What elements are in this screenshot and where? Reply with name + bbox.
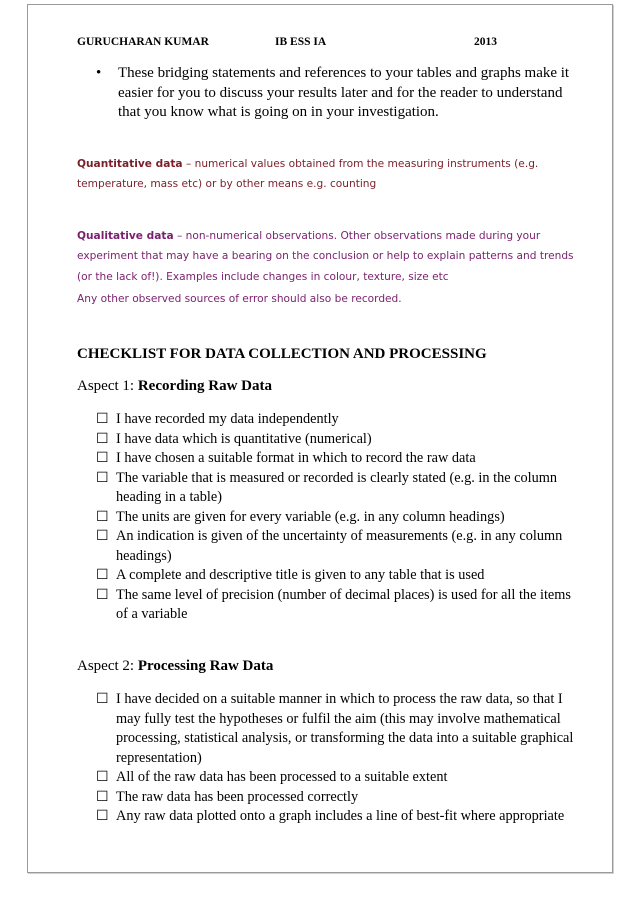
list-item-text: Any raw data plotted onto a graph includes a line of best-fit where appropriate xyxy=(116,808,565,824)
checkbox-icon[interactable]: ☐ xyxy=(96,430,109,447)
bullet-icon: • xyxy=(96,65,102,81)
quantitative-text: – numerical values obtained from the measuring instruments (e.g. temperature, mass etc) or by other means e.g. counting xyxy=(77,158,539,191)
list-item-text: An indication is given of the uncertainty of measurements (e.g. in any column headings) xyxy=(116,528,563,564)
qualitative-text: – non-numerical observations. Other observations made during your experiment that may have a bearing on the conclusion or help to explain patterns and trends (or the lack of!). Examples include changes in colour, texture, size etc xyxy=(77,230,574,283)
checkbox-icon[interactable]: ☐ xyxy=(96,788,109,805)
aspect2-name: Processing Raw Data xyxy=(137,658,274,674)
list-item xyxy=(96,508,576,528)
aspect1-checklist xyxy=(96,410,576,625)
checkbox-icon[interactable]: ☐ xyxy=(96,769,109,785)
list-item-text: I have chosen a suitable format in which to record the raw data xyxy=(116,450,476,466)
header-course: IB ESS IA xyxy=(275,36,327,48)
aspect2-prefix: Aspect 2: xyxy=(77,658,138,674)
list-item xyxy=(96,527,576,566)
checkbox-icon[interactable]: ☐ xyxy=(96,508,109,525)
list-item-text: All of the raw data has been processed to a suitable extent xyxy=(116,769,448,785)
list-item xyxy=(96,449,576,469)
aspect2-checklist xyxy=(96,690,576,827)
checkbox-icon[interactable]: ☐ xyxy=(96,469,109,486)
list-item xyxy=(96,469,576,508)
list-item-text: I have data which is quantitative (numerical) xyxy=(116,430,372,447)
list-item xyxy=(96,566,576,586)
list-item xyxy=(96,788,576,808)
error-note: Any other observed sources of error should also be recorded. xyxy=(77,293,402,305)
qualitative-definition xyxy=(77,226,577,287)
bridging-statement: These bridging statements and references to your tables and graphs make it easier for you to discuss your results later and for the reader to understand that you know what is going on in your investigation. xyxy=(118,65,570,120)
list-item-text: I have decided on a suitable manner in which to process the raw data, so that I may fully test the hypotheses or fulfil the aim (this may involve mathematical processing, statistical analysis, or transforming the data into a suitable graphical representation) xyxy=(116,691,574,766)
list-item-text: The variable that is measured or recorded is clearly stated (e.g. in the column heading in a table) xyxy=(116,469,558,505)
list-item xyxy=(96,586,576,625)
header-author: GURUCHARAN KUMAR xyxy=(77,36,209,48)
list-item-text: The units are given for every variable (e.g. in any column headings) xyxy=(116,508,505,525)
aspect1-prefix: Aspect 1: xyxy=(77,378,138,394)
quantitative-definition xyxy=(77,154,577,195)
list-item xyxy=(96,807,576,827)
list-item xyxy=(96,430,576,450)
checkbox-icon[interactable]: ☐ xyxy=(96,567,109,583)
aspect1-heading xyxy=(77,378,272,395)
checklist-title: CHECKLIST FOR DATA COLLECTION AND PROCESSING xyxy=(77,346,487,362)
list-item xyxy=(96,768,576,788)
checkbox-icon[interactable]: ☐ xyxy=(96,450,109,466)
quantitative-term: Quantitative data xyxy=(77,158,183,170)
checkbox-icon[interactable]: ☐ xyxy=(96,528,109,544)
aspect2-heading xyxy=(77,658,273,675)
aspect1-name: Recording Raw Data xyxy=(137,378,272,394)
qualitative-term: Qualitative data xyxy=(77,230,174,242)
list-item-text: The raw data has been processed correctly xyxy=(116,788,359,805)
checkbox-icon[interactable]: ☐ xyxy=(96,808,109,824)
checkbox-icon[interactable]: ☐ xyxy=(96,586,109,603)
checkbox-icon[interactable]: ☐ xyxy=(96,691,109,707)
list-item-text: The same level of precision (number of decimal places) is used for all the items of a variable xyxy=(116,586,571,622)
list-item xyxy=(96,690,576,768)
list-item-text: I have recorded my data independently xyxy=(116,411,339,427)
header-year: 2013 xyxy=(474,36,497,48)
list-item-text: A complete and descriptive title is given to any table that is used xyxy=(116,567,485,583)
list-item xyxy=(96,410,576,430)
checkbox-icon[interactable]: ☐ xyxy=(96,411,109,427)
